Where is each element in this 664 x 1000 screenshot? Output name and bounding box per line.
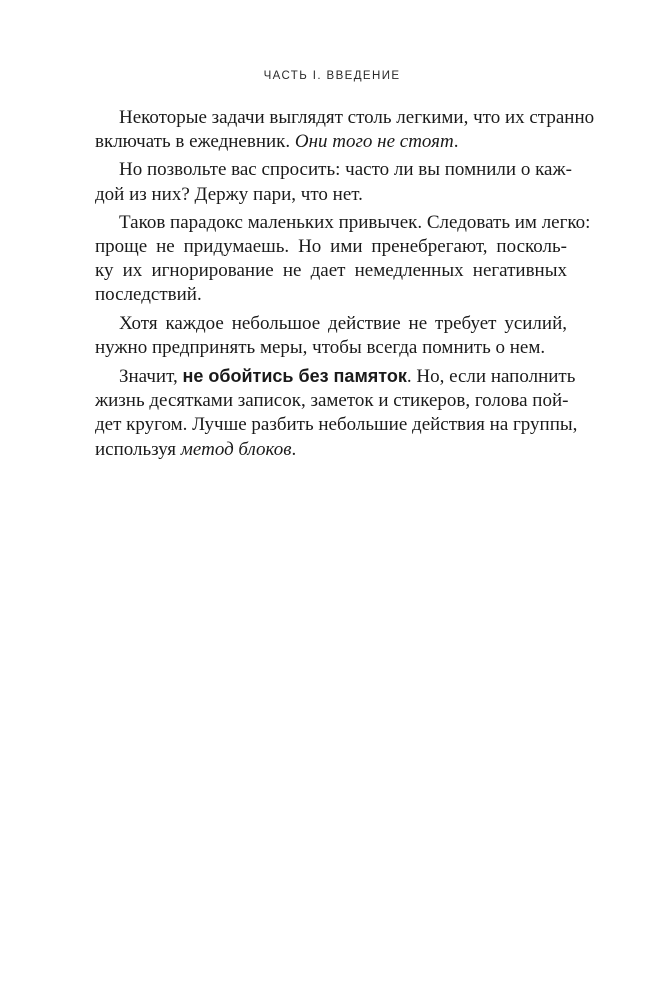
text-segment: ку их игнорирование не дает немедленных негативных <box>95 260 567 282</box>
body-text <box>95 106 595 466</box>
text-line <box>95 336 567 360</box>
paragraph <box>95 158 572 206</box>
emphasis-text: Они того не стоят <box>294 131 454 153</box>
text-line <box>119 364 576 389</box>
paragraph <box>95 312 567 360</box>
text-segment: Но позвольте вас спросить: часто ли вы помнили о каж- <box>119 159 572 181</box>
text-segment: дет кругом. Лучше разбить небольшие действия на группы, <box>95 414 578 436</box>
text-line <box>95 130 567 154</box>
text-segment: Значит, <box>119 366 183 388</box>
text-segment: Хотя каждое небольшое действие не требует усилий, <box>119 312 567 334</box>
text-segment: включать в ежедневник. <box>95 131 295 153</box>
text-line <box>95 183 567 207</box>
text-segment: Таков парадокс маленьких привычек. Следовать им легко: <box>119 211 591 233</box>
text-segment: дой из них? Держу пари, что нет. <box>95 183 363 205</box>
text-segment: Некоторые задачи выглядят столь легкими, что их странно <box>119 107 595 128</box>
text-segment: . <box>291 438 297 460</box>
text-line <box>119 312 567 336</box>
paragraph <box>95 211 591 308</box>
text-line <box>119 158 572 182</box>
text-segment: проще не придумаешь. Но ими пренебрегают, посколь- <box>95 236 567 258</box>
text-line <box>119 106 595 130</box>
text-line <box>95 283 567 307</box>
text-segment: . <box>453 131 459 153</box>
text-line <box>95 235 567 259</box>
text-segment: жизнь десятками записок, заметок и стикеров, голова пой- <box>95 390 569 412</box>
text-segment: последствий. <box>95 284 202 306</box>
running-head: ЧАСТЬ I. ВВЕДЕНИЕ <box>263 70 401 82</box>
text-line <box>95 389 567 413</box>
bold-text: не обойтись без памяток <box>182 366 407 387</box>
text-line <box>119 211 591 235</box>
text-segment: нужно предпринять меры, чтобы всегда помнить о нем. <box>95 336 546 358</box>
text-line <box>95 438 567 462</box>
emphasis-text: метод блоков <box>180 438 292 460</box>
text-segment: . Но, если наполнить <box>406 366 576 388</box>
text-line <box>95 413 578 437</box>
paragraph <box>95 106 595 154</box>
paragraph <box>95 364 578 462</box>
text-line <box>95 259 567 283</box>
text-segment: используя <box>95 438 181 460</box>
